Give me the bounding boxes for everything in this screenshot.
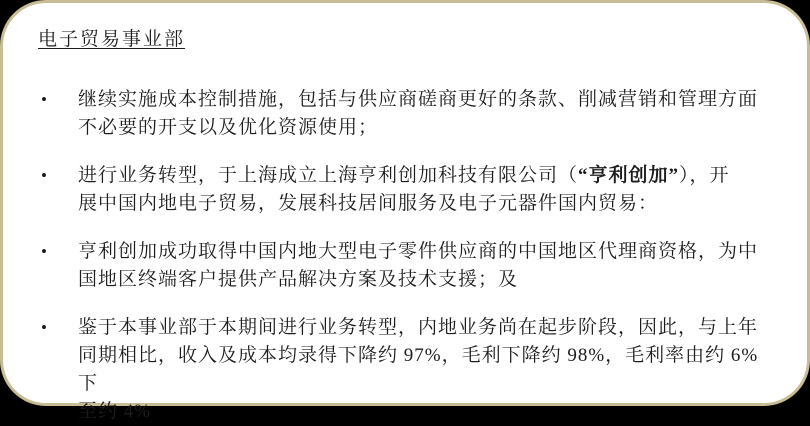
text-line: 亨利创加成功取得中国内地大型电子零件供应商的中国地区代理商资格，为中 [78,241,759,262]
text-line: 不必要的开支以及优化资源使用； [78,117,379,138]
bullet-icon: • [41,318,48,337]
text-line: 至约 4% [78,401,152,422]
bullet-item [41,238,774,294]
bullet-icon: • [41,166,48,185]
bullet-icon: • [41,90,48,109]
text-segment: 进行业务转型，于上海成立上海亨利创加科技有限公司（ [78,165,579,186]
text-line: 继续实施成本控制措施，包括与供应商磋商更好的条款、削减营销和管理方面 [78,89,759,110]
text-segment: ），开 [679,165,730,186]
text-line: 同期相比，收入及成本均录得下降约 97%，毛利下降约 98%，毛利率由约 6%下 [78,345,759,394]
bullet-item [41,314,774,426]
bullet-icon: • [41,242,48,261]
bullet-text [78,314,774,426]
bullet-text [78,162,774,218]
card-inner [3,3,807,426]
company-name-bold: “亨利创加” [578,165,680,186]
text-line: 鉴于本事业部于本期间进行业务转型，内地业务尚在起步阶段，因此，与上年 [78,317,759,338]
text-line: 国地区终端客户提供产品解决方案及技术支援；及 [78,269,519,290]
text-line [78,162,774,190]
bullet-list [38,86,774,426]
section-title: 电子贸易事业部 [38,29,186,50]
bullet-text [78,86,774,142]
bullet-text [78,238,774,294]
bullet-item [41,162,774,218]
bullet-item [41,86,774,142]
text-line: 展中国内地电子贸易，发展科技居间服务及电子元器件国内贸易： [78,193,659,214]
